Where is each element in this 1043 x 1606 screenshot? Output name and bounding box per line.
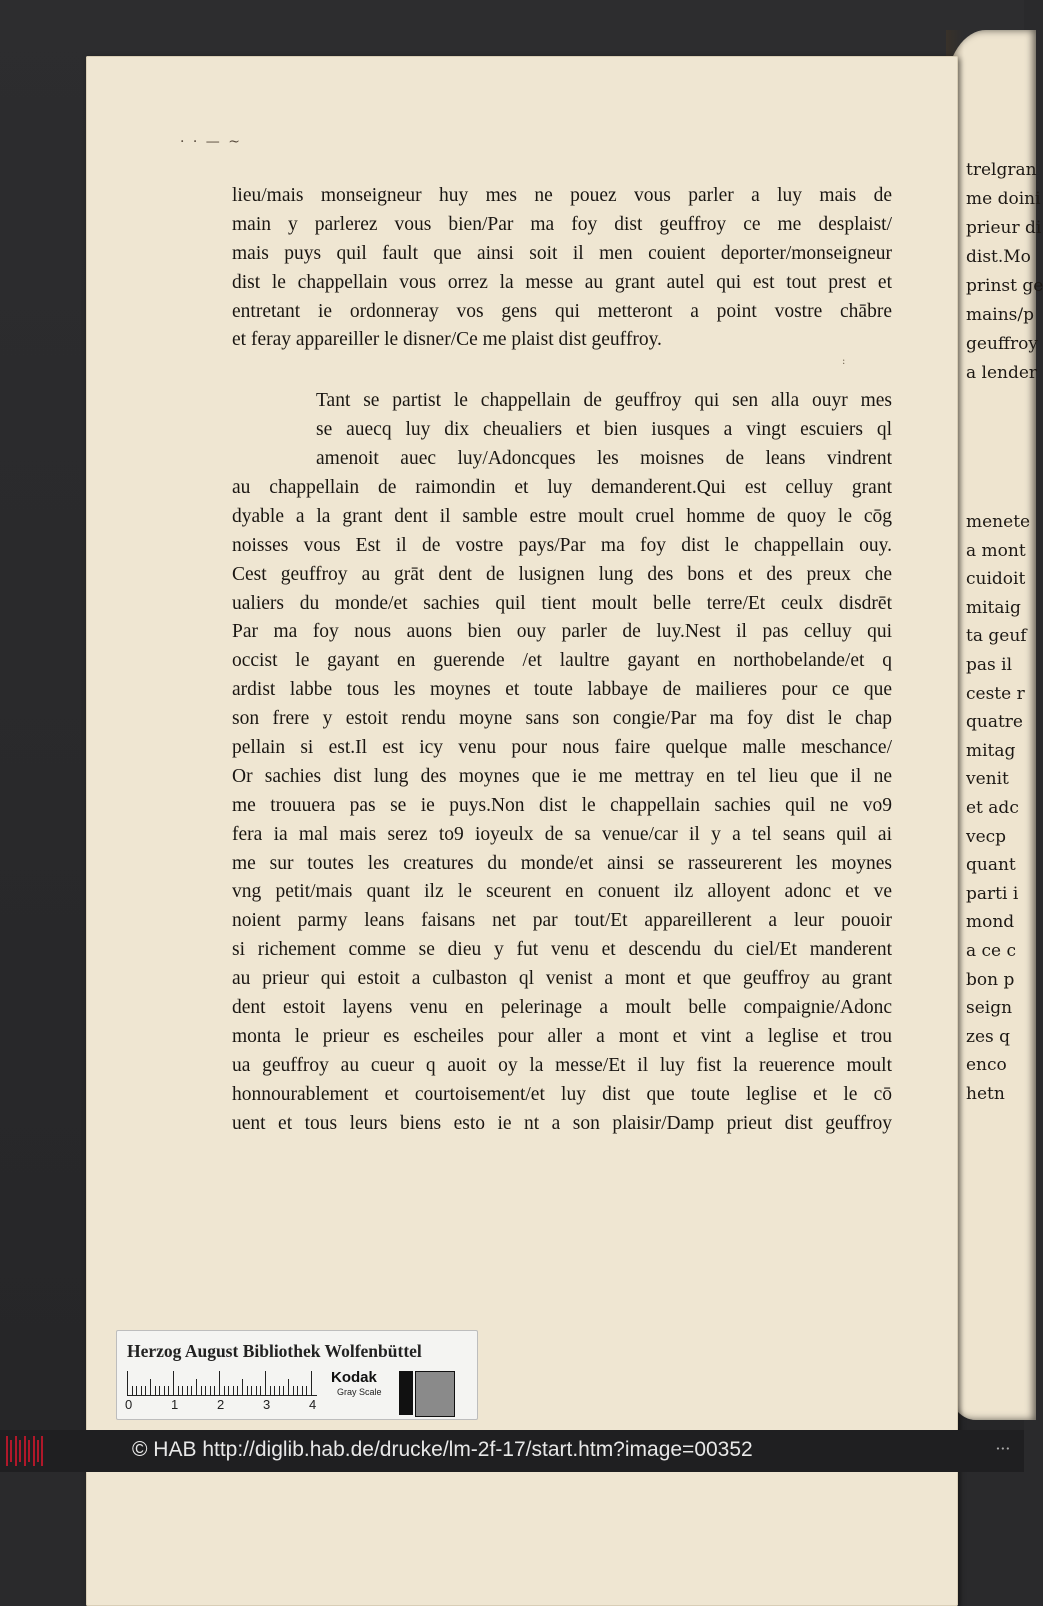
opposite-page-line: dist.Mo — [966, 247, 1031, 267]
ruler-tick — [178, 1386, 179, 1395]
ruler-tick — [173, 1371, 174, 1395]
text-line: au chappellain de raimondin et luy demanderent.Qui est celluy grant — [232, 477, 892, 499]
gray-swatch — [415, 1371, 455, 1417]
ruler-tick — [155, 1386, 156, 1395]
gray-scale-label: Gray Scale — [337, 1387, 382, 1397]
paragraph-gap — [232, 355, 892, 387]
text-line: son frere y estoit rendu moyne sans son congie/Par ma foy dist le chap — [232, 708, 892, 730]
opposite-page-line: menete — [966, 512, 1031, 532]
text-line: ualiers du monde/et sachies quil tient moult belle terre/Et ceulx disdrēt — [232, 592, 892, 614]
text-line: noient parmy leans faisans net par tout/Et appareillerent a leur pouoir — [232, 910, 892, 932]
ruler-tick — [260, 1386, 261, 1395]
ruler-number: 0 — [125, 1397, 133, 1412]
text-line: me trouuera pas se ie puys.Non dist le chappellain sachies quil ne vo9 — [232, 794, 892, 816]
ruler-tick — [201, 1386, 202, 1395]
opposite-page-line: geuffroy — [966, 334, 1038, 354]
page-text — [232, 182, 892, 1139]
opposite-page-line: ceste r — [966, 683, 1025, 704]
ruler-tick — [196, 1379, 197, 1395]
opposite-page-line: trelgran — [966, 160, 1037, 180]
hab-logo-bar — [15, 1436, 17, 1466]
ruler-tick — [265, 1371, 266, 1395]
ruler-tick — [233, 1386, 234, 1395]
ruler-tick — [132, 1386, 133, 1395]
ruler-number: 4 — [309, 1397, 317, 1412]
text-line: dist le chappellain vous orrez la messe au grant autel qui est tout prest et — [232, 271, 892, 293]
opposite-page-line: mains/p — [966, 305, 1034, 325]
library-name: Herzog August Bibliothek Wolfenbüttel — [127, 1341, 422, 1361]
text-line: Tant se partist le chappellain de geuffroy qui sen alla ouyr mes — [316, 390, 892, 412]
hab-logo-bar — [28, 1440, 30, 1462]
kodak-logo: Kodak — [331, 1369, 377, 1386]
opposite-page-line: ta geuf — [966, 626, 1027, 647]
ruler-tick — [205, 1386, 206, 1395]
ruler-tick — [251, 1386, 252, 1395]
opposite-page-line: me doini — [966, 189, 1041, 209]
ruler-tick — [288, 1379, 289, 1395]
opposite-page-line: quatre — [966, 712, 1023, 733]
text-line: Cest geuffroy au grāt dent de lusignen lung des bons et des preux che — [232, 563, 892, 585]
text-line: occist le gayant en guerende /et laultre gayant en northobelande/et q — [232, 650, 892, 672]
ruler-tick — [164, 1386, 165, 1395]
opposite-page-line: seign — [966, 998, 1013, 1019]
ruler-tick — [191, 1386, 192, 1395]
opposite-page-line: quant — [966, 855, 1016, 876]
opposite-page-line: venit — [966, 769, 1009, 790]
ruler-tick — [136, 1386, 137, 1395]
text-line: lieu/mais monseigneur huy mes ne pouez vous parler a luy mais de — [232, 185, 892, 206]
opposite-page-line: a lender — [966, 363, 1038, 383]
text-line: et feray appareiller le disner/Ce me plaist dist geuffroy. — [232, 329, 662, 351]
ruler-tick — [247, 1386, 248, 1395]
opposite-page-line: vecp — [966, 826, 1007, 847]
text-line: me sur toutes les creatures du monde/et ainsi se rasseurerent les moynes — [232, 852, 892, 874]
text-line: noisses vous Est il de vostre pays/Par ma foy dist le chappellain ouy. — [232, 534, 892, 556]
ruler-tick — [311, 1371, 312, 1395]
opposite-page-line: mitag — [966, 740, 1016, 761]
opposite-page-line: parti i — [966, 883, 1019, 904]
ruler-tick — [224, 1386, 225, 1395]
ruler-tick — [187, 1386, 188, 1395]
text-line: se auecq luy dix cheualiers et bien iusques a vingt escuiers ql — [316, 419, 892, 441]
ruler-tick — [145, 1386, 146, 1395]
ruler-tick — [150, 1379, 151, 1395]
ruler-tick — [270, 1386, 271, 1395]
opposite-page-line: prinst ge — [966, 276, 1043, 296]
text-line: si richement comme se dieu y fut venu et descendu du ciel/Et manderent — [232, 939, 892, 961]
ruler-tick — [293, 1386, 294, 1395]
ruler-tick — [159, 1386, 160, 1395]
opposite-page-line: enco — [966, 1055, 1007, 1076]
ruler-number: 2 — [217, 1397, 225, 1412]
text-line: pellain si est.Il est icy venu pour nous faire quelque malle meschance/ — [232, 737, 892, 759]
ruler-tick — [237, 1386, 238, 1395]
opposite-page-line: a mont — [966, 540, 1026, 561]
more-dots-icon: ∙∙∙ — [996, 1444, 1011, 1453]
opposite-page-line: bon p — [966, 969, 1015, 990]
margin-marks: · · — ~ — [180, 134, 242, 150]
ruler-number: 3 — [263, 1397, 271, 1412]
ruler-tick — [228, 1386, 229, 1395]
text-line: entretant ie ordonneray vos gens qui metteront a point vostre chābre — [232, 300, 892, 322]
text-line: dent estoit layens venu en pelerinage a moult belle compaignie/Adonc — [232, 997, 892, 1019]
text-line: main y parlerez vous bien/Par ma foy dist geuffroy ce me desplaist/ — [232, 213, 892, 235]
ruler-tick — [214, 1386, 215, 1395]
ruler-tick — [127, 1371, 128, 1395]
text-line: monta le prieur es escheiles pour aller a mont et vint a leglise et trou — [232, 1025, 892, 1047]
ruler-tick — [219, 1371, 220, 1395]
opposite-page-line: zes q — [966, 1026, 1011, 1047]
text-line: amenoit auec luy/Adoncques les moisnes de leans vindrent — [316, 448, 892, 470]
hab-logo-bar — [19, 1440, 21, 1462]
text-line: uent et tous leurs biens esto ie nt a son plaisir/Damp prieut dist geuffroy — [232, 1112, 892, 1134]
hab-logo-icon — [6, 1436, 44, 1466]
ruler-tick — [302, 1386, 303, 1395]
hab-logo-bar — [6, 1436, 8, 1466]
ruler-tick — [256, 1386, 257, 1395]
ruler-tick — [210, 1386, 211, 1395]
hab-logo-bar — [37, 1440, 39, 1462]
opposite-page-line: et adc — [966, 798, 1019, 818]
text-line: dyable a la grant dent il samble estre moult cruel homme de quoy le cōg — [232, 505, 892, 527]
ruler-tick — [297, 1386, 298, 1395]
ruler-number: 1 — [171, 1397, 179, 1412]
copyright-url[interactable]: © HAB http://diglib.hab.de/drucke/lm-2f-17/start.htm?image=00352 — [132, 1438, 753, 1461]
scale-ruler — [127, 1369, 317, 1396]
hab-logo-bar — [41, 1436, 43, 1466]
ruler-tick — [274, 1386, 275, 1395]
text-line: fera ia mal mais serez to9 ioyeulx de sa venue/car il y a tel seans quil ai — [232, 823, 892, 845]
opposite-page-line: prieur di — [966, 218, 1042, 238]
text-line: Or sachies dist lung des moynes que ie me mettray en tel lieu que il ne — [232, 765, 892, 787]
ruler-tick — [182, 1386, 183, 1395]
opposite-page-line: mitaig — [966, 597, 1021, 618]
opposite-page-line: mond — [966, 912, 1015, 933]
hab-logo-bar — [24, 1436, 26, 1466]
ink-dot: : — [842, 356, 846, 367]
black-swatch — [399, 1371, 413, 1415]
opposite-page-line: a ce c — [966, 941, 1017, 961]
text-line: vng petit/mais quant ilz le sceurent en conuent ilz alloyent adonc et ve — [232, 881, 892, 903]
ruler-tick — [279, 1386, 280, 1395]
library-label-card — [116, 1330, 478, 1420]
opposite-page — [946, 30, 1043, 1420]
opposite-page-line: pas il — [966, 655, 1013, 675]
opposite-page-line: cuidoit — [966, 569, 1026, 590]
ruler-tick — [306, 1386, 307, 1395]
ruler-tick — [141, 1386, 142, 1395]
text-line: au prieur qui estoit a culbaston ql venist a mont et que geuffroy au grant — [232, 968, 892, 990]
ruler-tick — [242, 1379, 243, 1395]
hab-logo-bar — [10, 1440, 12, 1462]
text-line: ua geuffroy au cueur q auoit oy la messe/Et il luy fist la reuerence moult — [232, 1054, 892, 1076]
opposite-page-line: hetn — [966, 1084, 1005, 1104]
ruler-tick — [168, 1386, 169, 1395]
text-line: Par ma foy nous auons bien ouy parler de luy.Nest il pas celluy qui — [232, 621, 892, 643]
hab-logo-bar — [33, 1436, 35, 1466]
text-line: honnourablement et courtoisement/et luy dist que toute leglise et le cō — [232, 1083, 892, 1105]
text-line: mais puys quil fault que ainsi soit il men couient deporter/monseigneur — [232, 242, 892, 264]
bottom-bar — [0, 1430, 1024, 1472]
text-line: ardist labbe tous les moynes et toute labbaye de mailieres pour ce que — [232, 679, 892, 701]
ruler-tick — [283, 1386, 284, 1395]
